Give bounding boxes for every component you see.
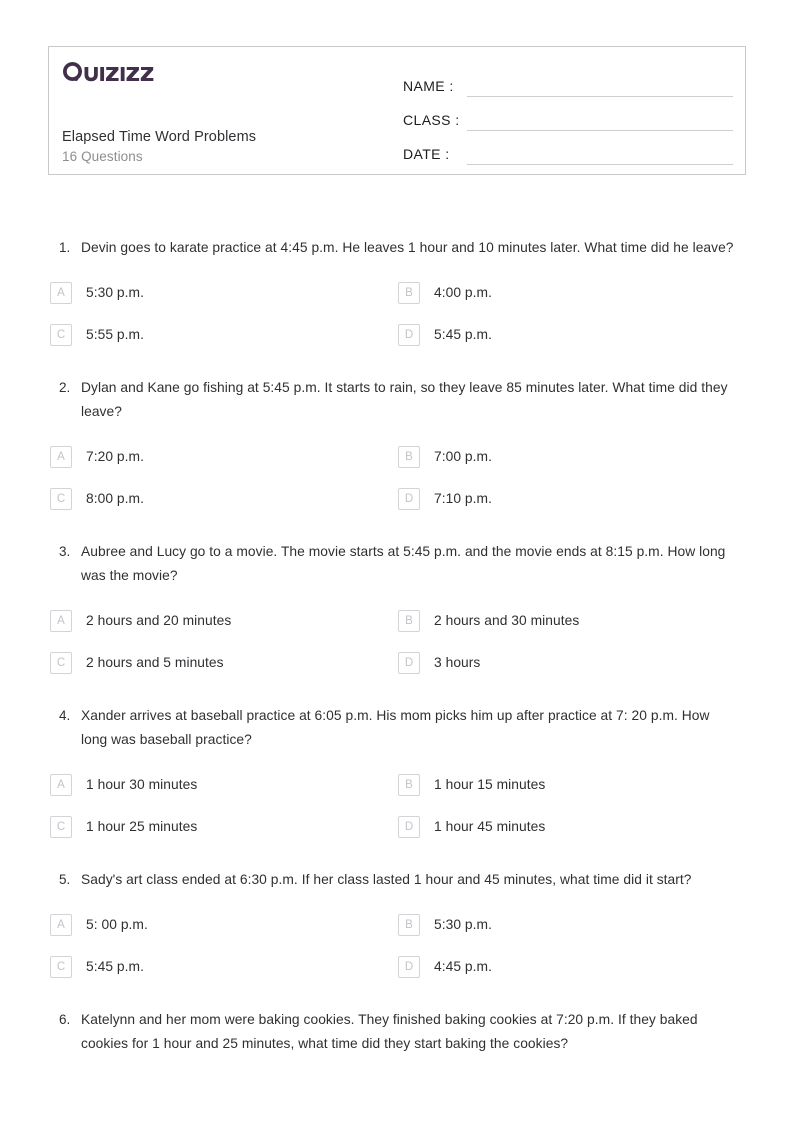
- question-text: Katelynn and her mom were baking cookies. They finished baking cookies at 7:20 p.m. If they baked cookies for 1 hour and 25 minutes, what time did they start baking the cookies?: [81, 1012, 698, 1051]
- option-label: 4:45 p.m.: [434, 959, 492, 974]
- option-c[interactable]: [50, 806, 197, 848]
- option-a[interactable]: [50, 904, 148, 946]
- option-row: [48, 436, 746, 478]
- question-text: Xander arrives at baseball practice at 6:05 p.m. His mom picks him up after practice at 7: 20 p.m. How long was baseball practice?: [81, 708, 710, 747]
- date-field-row: [403, 131, 733, 165]
- option-label: 1 hour 45 minutes: [434, 819, 546, 834]
- option-letter-box[interactable]: D: [398, 324, 420, 346]
- option-b[interactable]: [398, 764, 545, 806]
- class-field-label: CLASS :: [403, 112, 460, 128]
- option-row: [48, 946, 746, 988]
- option-c[interactable]: [50, 478, 144, 520]
- question-number: 6.: [59, 1012, 71, 1027]
- option-b[interactable]: [398, 272, 492, 314]
- option-label: 5:55 p.m.: [86, 327, 144, 342]
- question-text: Devin goes to karate practice at 4:45 p.m. He leaves 1 hour and 10 minutes later. What time did he leave?: [81, 240, 734, 255]
- option-b[interactable]: [398, 436, 492, 478]
- option-label: 3 hours: [434, 655, 481, 670]
- question-text: Aubree and Lucy go to a movie. The movie starts at 5:45 p.m. and the movie ends at 8:15 p.m. How long was the movie?: [81, 544, 726, 583]
- question-header: [48, 1008, 746, 1056]
- option-d[interactable]: [398, 642, 480, 684]
- option-grid: [48, 436, 746, 520]
- question-number: 2.: [59, 380, 71, 395]
- option-a[interactable]: [50, 272, 144, 314]
- option-letter-box[interactable]: A: [50, 914, 72, 936]
- question-number: 3.: [59, 544, 71, 559]
- option-letter-box[interactable]: A: [50, 774, 72, 796]
- option-label: 4:00 p.m.: [434, 285, 492, 300]
- option-label: 2 hours and 20 minutes: [86, 613, 232, 628]
- option-c[interactable]: [50, 314, 144, 356]
- question-number: 5.: [59, 872, 71, 887]
- question-block: [48, 540, 746, 684]
- question-header: [48, 376, 746, 424]
- option-label: 7:10 p.m.: [434, 491, 492, 506]
- option-row: [48, 272, 746, 314]
- question-header: [48, 540, 746, 588]
- date-field-label: DATE :: [403, 146, 450, 162]
- question-block: [48, 236, 746, 356]
- option-label: 5:45 p.m.: [86, 959, 144, 974]
- quizizz-logo: [62, 60, 158, 86]
- option-b[interactable]: [398, 904, 492, 946]
- option-letter-box[interactable]: B: [398, 774, 420, 796]
- option-a[interactable]: [50, 600, 231, 642]
- option-row: [48, 806, 746, 848]
- question-number: 1.: [59, 240, 71, 255]
- option-letter-box[interactable]: A: [50, 446, 72, 468]
- question-text: Sady's art class ended at 6:30 p.m. If her class lasted 1 hour and 45 minutes, what time did it start?: [81, 872, 692, 887]
- option-grid: [48, 764, 746, 848]
- option-letter-box[interactable]: D: [398, 652, 420, 674]
- question-count-label: 16 Questions: [62, 149, 143, 164]
- option-row: [48, 904, 746, 946]
- question-block: [48, 376, 746, 520]
- question-header: [48, 236, 746, 260]
- question-block: [48, 1008, 746, 1056]
- class-input[interactable]: [467, 108, 733, 131]
- option-label: 1 hour 15 minutes: [434, 777, 546, 792]
- option-grid: [48, 904, 746, 988]
- option-label: 1 hour 25 minutes: [86, 819, 198, 834]
- option-letter-box[interactable]: D: [398, 956, 420, 978]
- option-letter-box[interactable]: B: [398, 446, 420, 468]
- option-letter-box[interactable]: C: [50, 324, 72, 346]
- date-input[interactable]: [467, 142, 733, 165]
- option-label: 5: 00 p.m.: [86, 917, 148, 932]
- header-left-section: [62, 47, 412, 174]
- option-letter-box[interactable]: D: [398, 488, 420, 510]
- name-input[interactable]: [467, 74, 733, 97]
- option-a[interactable]: [50, 764, 197, 806]
- option-letter-box[interactable]: B: [398, 282, 420, 304]
- option-label: 7:00 p.m.: [434, 449, 492, 464]
- name-field-row: [403, 63, 733, 97]
- option-label: 5:30 p.m.: [86, 285, 144, 300]
- option-letter-box[interactable]: A: [50, 610, 72, 632]
- question-header: [48, 704, 746, 752]
- option-label: 5:45 p.m.: [434, 327, 492, 342]
- option-row: [48, 764, 746, 806]
- option-grid: [48, 600, 746, 684]
- option-label: 1 hour 30 minutes: [86, 777, 198, 792]
- option-a[interactable]: [50, 436, 144, 478]
- option-letter-box[interactable]: B: [398, 914, 420, 936]
- option-letter-box[interactable]: C: [50, 488, 72, 510]
- option-c[interactable]: [50, 946, 144, 988]
- option-letter-box[interactable]: A: [50, 282, 72, 304]
- question-block: [48, 704, 746, 848]
- option-label: 2 hours and 30 minutes: [434, 613, 580, 628]
- option-label: 2 hours and 5 minutes: [86, 655, 224, 670]
- option-letter-box[interactable]: C: [50, 956, 72, 978]
- question-number: 4.: [59, 708, 71, 723]
- option-d[interactable]: [398, 314, 492, 356]
- option-row: [48, 314, 746, 356]
- option-row: [48, 478, 746, 520]
- worksheet-header-card: [48, 46, 746, 175]
- option-d[interactable]: [398, 806, 545, 848]
- option-label: 5:30 p.m.: [434, 917, 492, 932]
- option-letter-box[interactable]: B: [398, 610, 420, 632]
- option-row: [48, 642, 746, 684]
- option-grid: [48, 272, 746, 356]
- option-b[interactable]: [398, 600, 579, 642]
- quiz-title: Elapsed Time Word Problems: [62, 129, 257, 145]
- option-label: 8:00 p.m.: [86, 491, 144, 506]
- class-field-row: [403, 97, 733, 131]
- option-c[interactable]: [50, 642, 224, 684]
- option-d[interactable]: [398, 478, 492, 520]
- question-block: [48, 868, 746, 988]
- option-letter-box[interactable]: C: [50, 652, 72, 674]
- option-label: 7:20 p.m.: [86, 449, 144, 464]
- option-d[interactable]: [398, 946, 492, 988]
- name-field-label: NAME :: [403, 78, 454, 94]
- option-letter-box[interactable]: D: [398, 816, 420, 838]
- option-row: [48, 600, 746, 642]
- option-letter-box[interactable]: C: [50, 816, 72, 838]
- question-header: [48, 868, 746, 892]
- question-text: Dylan and Kane go fishing at 5:45 p.m. It starts to rain, so they leave 85 minutes later. What time did they leave?: [81, 380, 728, 419]
- question-list: [48, 236, 746, 1076]
- student-info-fields: [403, 63, 733, 165]
